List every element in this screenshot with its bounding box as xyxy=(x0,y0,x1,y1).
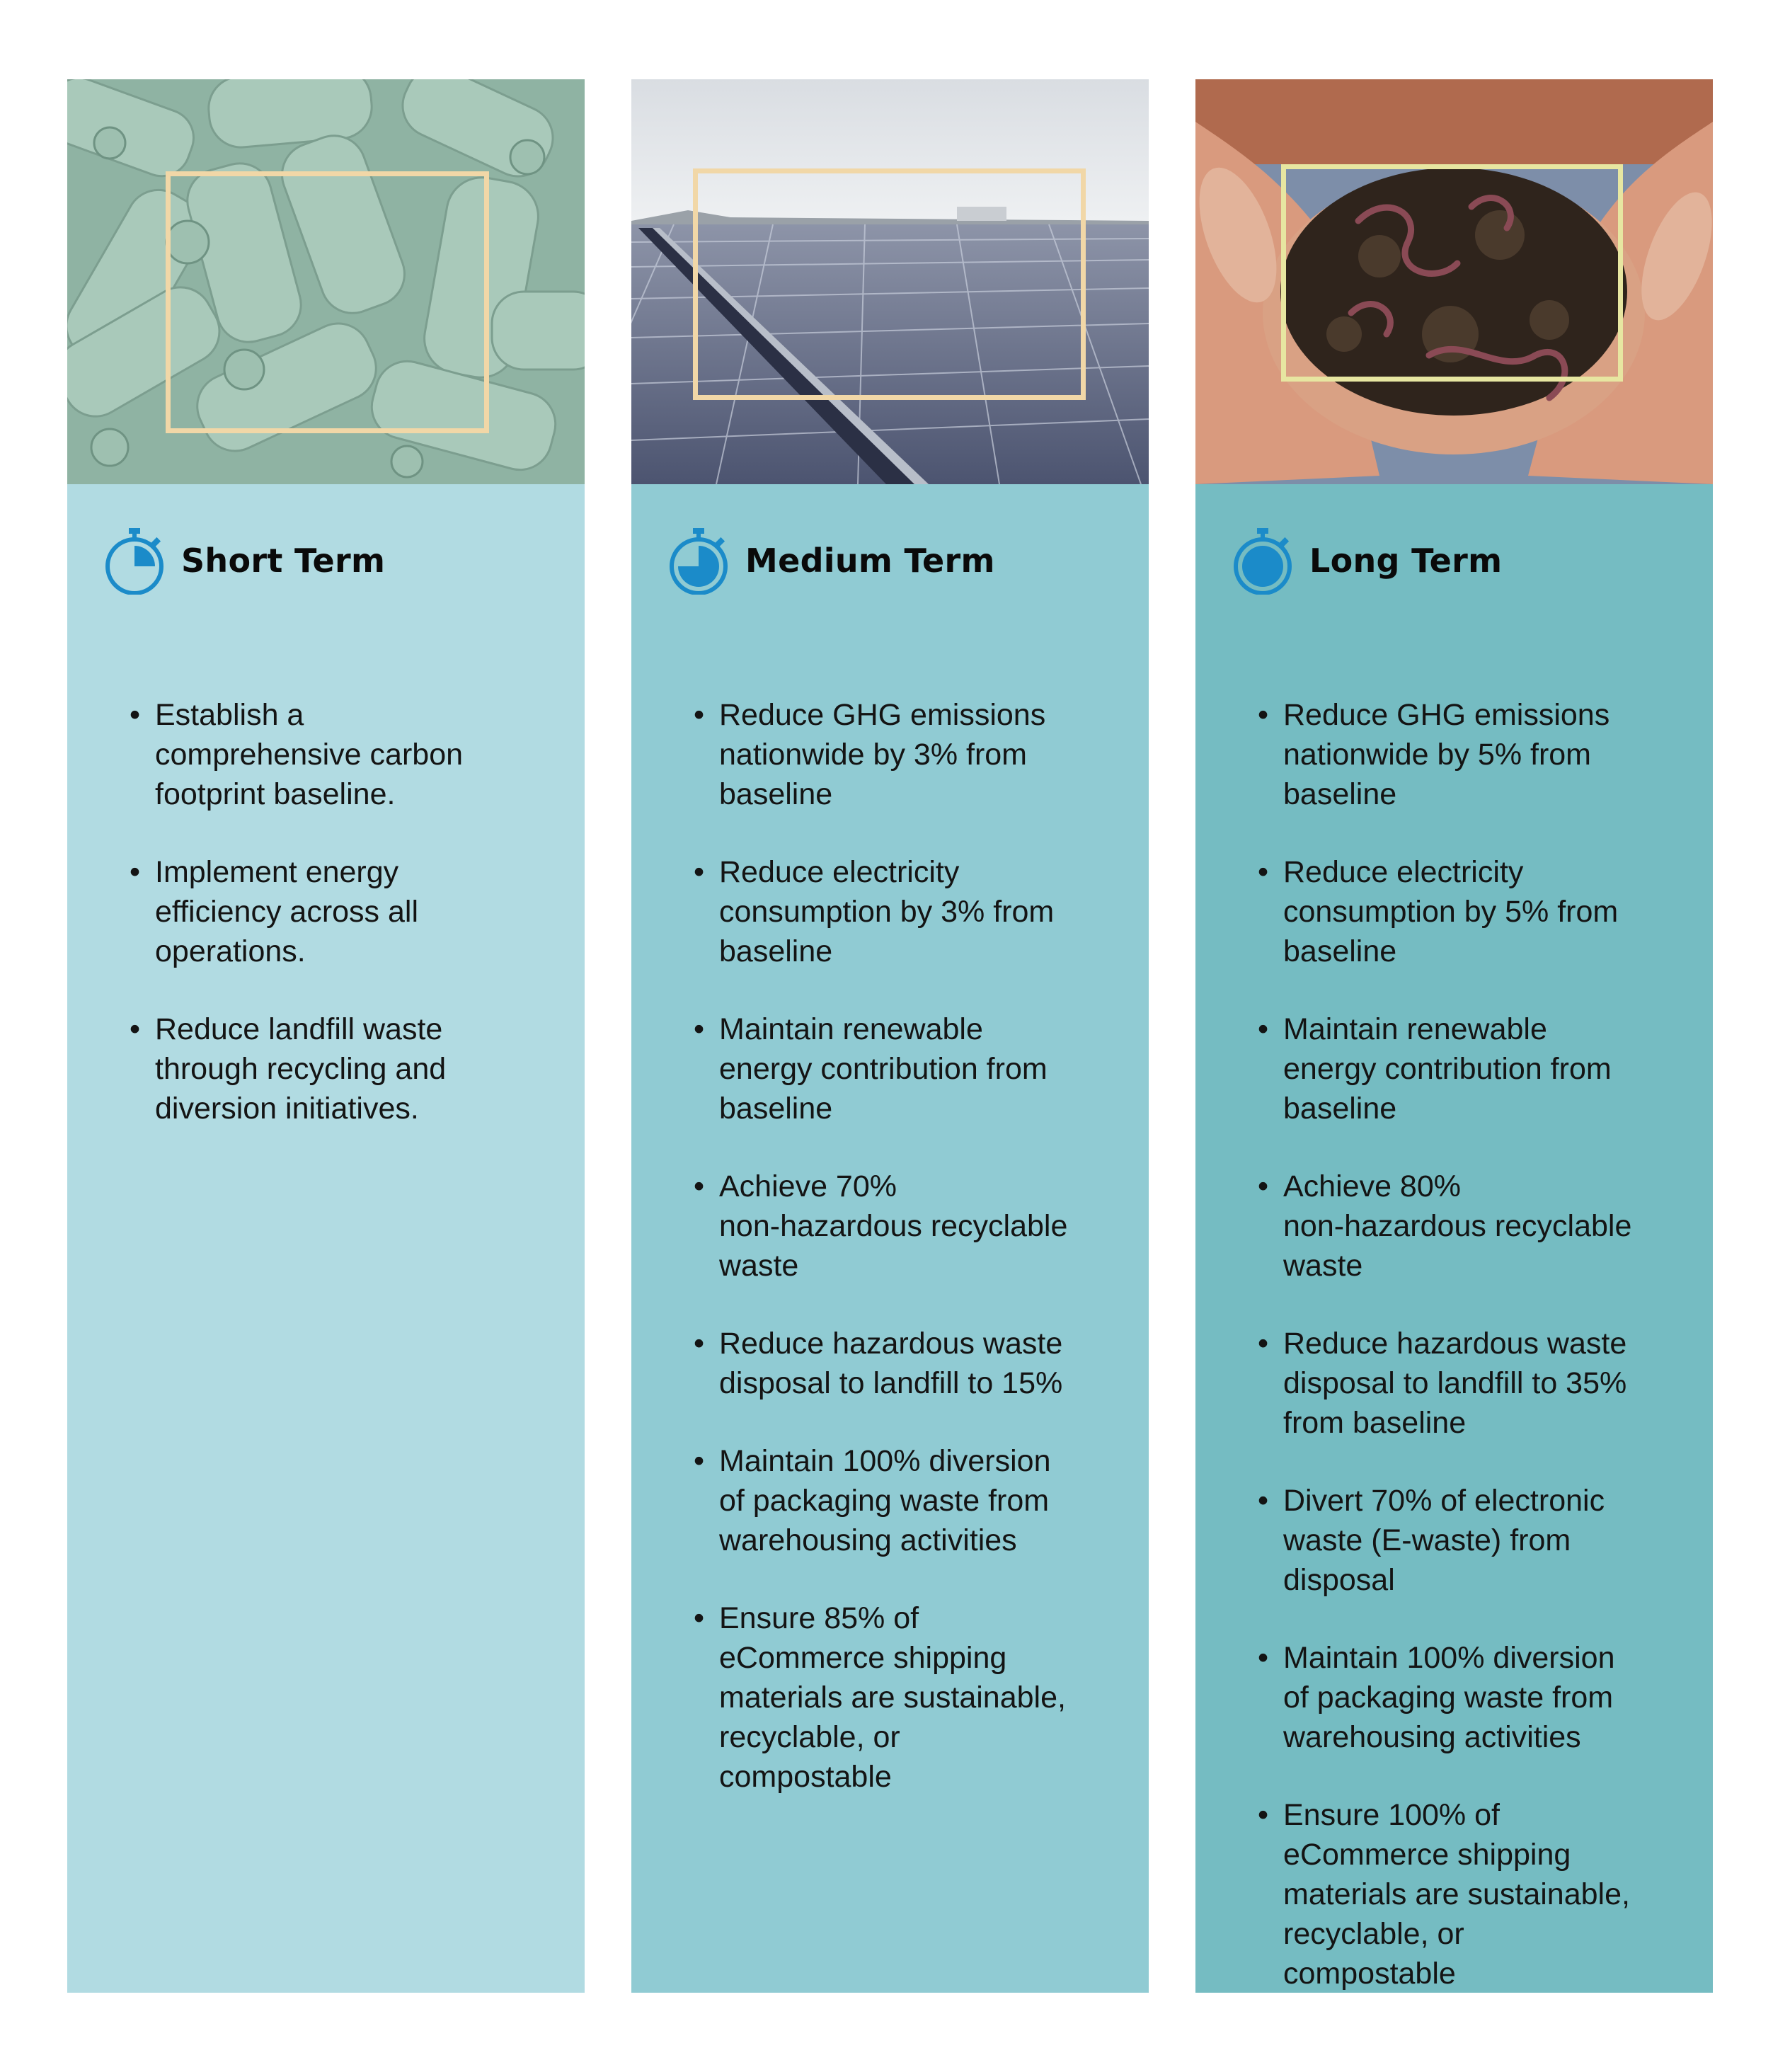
goal-item: • Reduce GHG emissions nationwide by 5% from baseline xyxy=(1258,695,1704,814)
goal-item: • Achieve 80% non-hazardous recyclable waste xyxy=(1258,1167,1704,1286)
compost-worms-photo xyxy=(1195,79,1713,484)
column-header xyxy=(1232,527,1502,595)
goal-list xyxy=(130,695,575,1167)
stopwatch-full-icon xyxy=(1232,527,1294,595)
solar-panels-photo xyxy=(631,79,1149,484)
goal-item: • Divert 70% of electronic waste (E-waste) from disposal xyxy=(1258,1481,1704,1600)
goal-item: • Establish a comprehensive carbon footprint baseline. xyxy=(130,695,575,814)
column-header xyxy=(667,527,995,595)
goal-item: • Ensure 85% of eCommerce shipping materials are sustainable, recyclable, or compostable xyxy=(694,1598,1140,1797)
photo-frame xyxy=(166,171,489,433)
photo-frame xyxy=(693,168,1086,400)
goal-item: • Reduce hazardous waste disposal to landfill to 35% from baseline xyxy=(1258,1324,1704,1443)
photo-frame xyxy=(1281,164,1623,382)
column-title: Long Term xyxy=(1309,542,1503,580)
goal-item: • Maintain 100% diversion of packaging waste from warehousing activities xyxy=(1258,1638,1704,1757)
goal-item: • Reduce electricity consumption by 5% from baseline xyxy=(1258,852,1704,971)
goal-item: • Reduce electricity consumption by 3% from baseline xyxy=(694,852,1140,971)
column-header xyxy=(103,527,385,595)
goal-item: • Implement energy efficiency across all operations. xyxy=(130,852,575,971)
short-term-column xyxy=(67,79,585,1993)
stopwatch-quarter-icon xyxy=(103,527,166,595)
stopwatch-three-quarter-icon xyxy=(667,527,730,595)
goal-item: • Reduce hazardous waste disposal to landfill to 15% xyxy=(694,1324,1140,1403)
goal-item: • Maintain renewable energy contribution from baseline xyxy=(694,1009,1140,1128)
recycled-bottles-photo xyxy=(67,79,585,484)
column-title: Short Term xyxy=(181,542,386,580)
medium-term-column xyxy=(631,79,1149,1993)
long-term-column xyxy=(1195,79,1713,1993)
goal-item: • Reduce landfill waste through recycling and diversion initiatives. xyxy=(130,1009,575,1128)
goal-item: • Maintain renewable energy contribution from baseline xyxy=(1258,1009,1704,1128)
column-title: Medium Term xyxy=(745,542,995,580)
goal-item: • Reduce GHG emissions nationwide by 3% from baseline xyxy=(694,695,1140,814)
goal-list xyxy=(1258,695,1704,2032)
goal-item: • Maintain 100% diversion of packaging waste from warehousing activities xyxy=(694,1441,1140,1560)
goal-item: • Ensure 100% of eCommerce shipping materials are sustainable, recyclable, or compostable xyxy=(1258,1795,1704,1993)
goal-item: • Achieve 70% non-hazardous recyclable waste xyxy=(694,1167,1140,1286)
goal-list xyxy=(694,695,1140,1835)
